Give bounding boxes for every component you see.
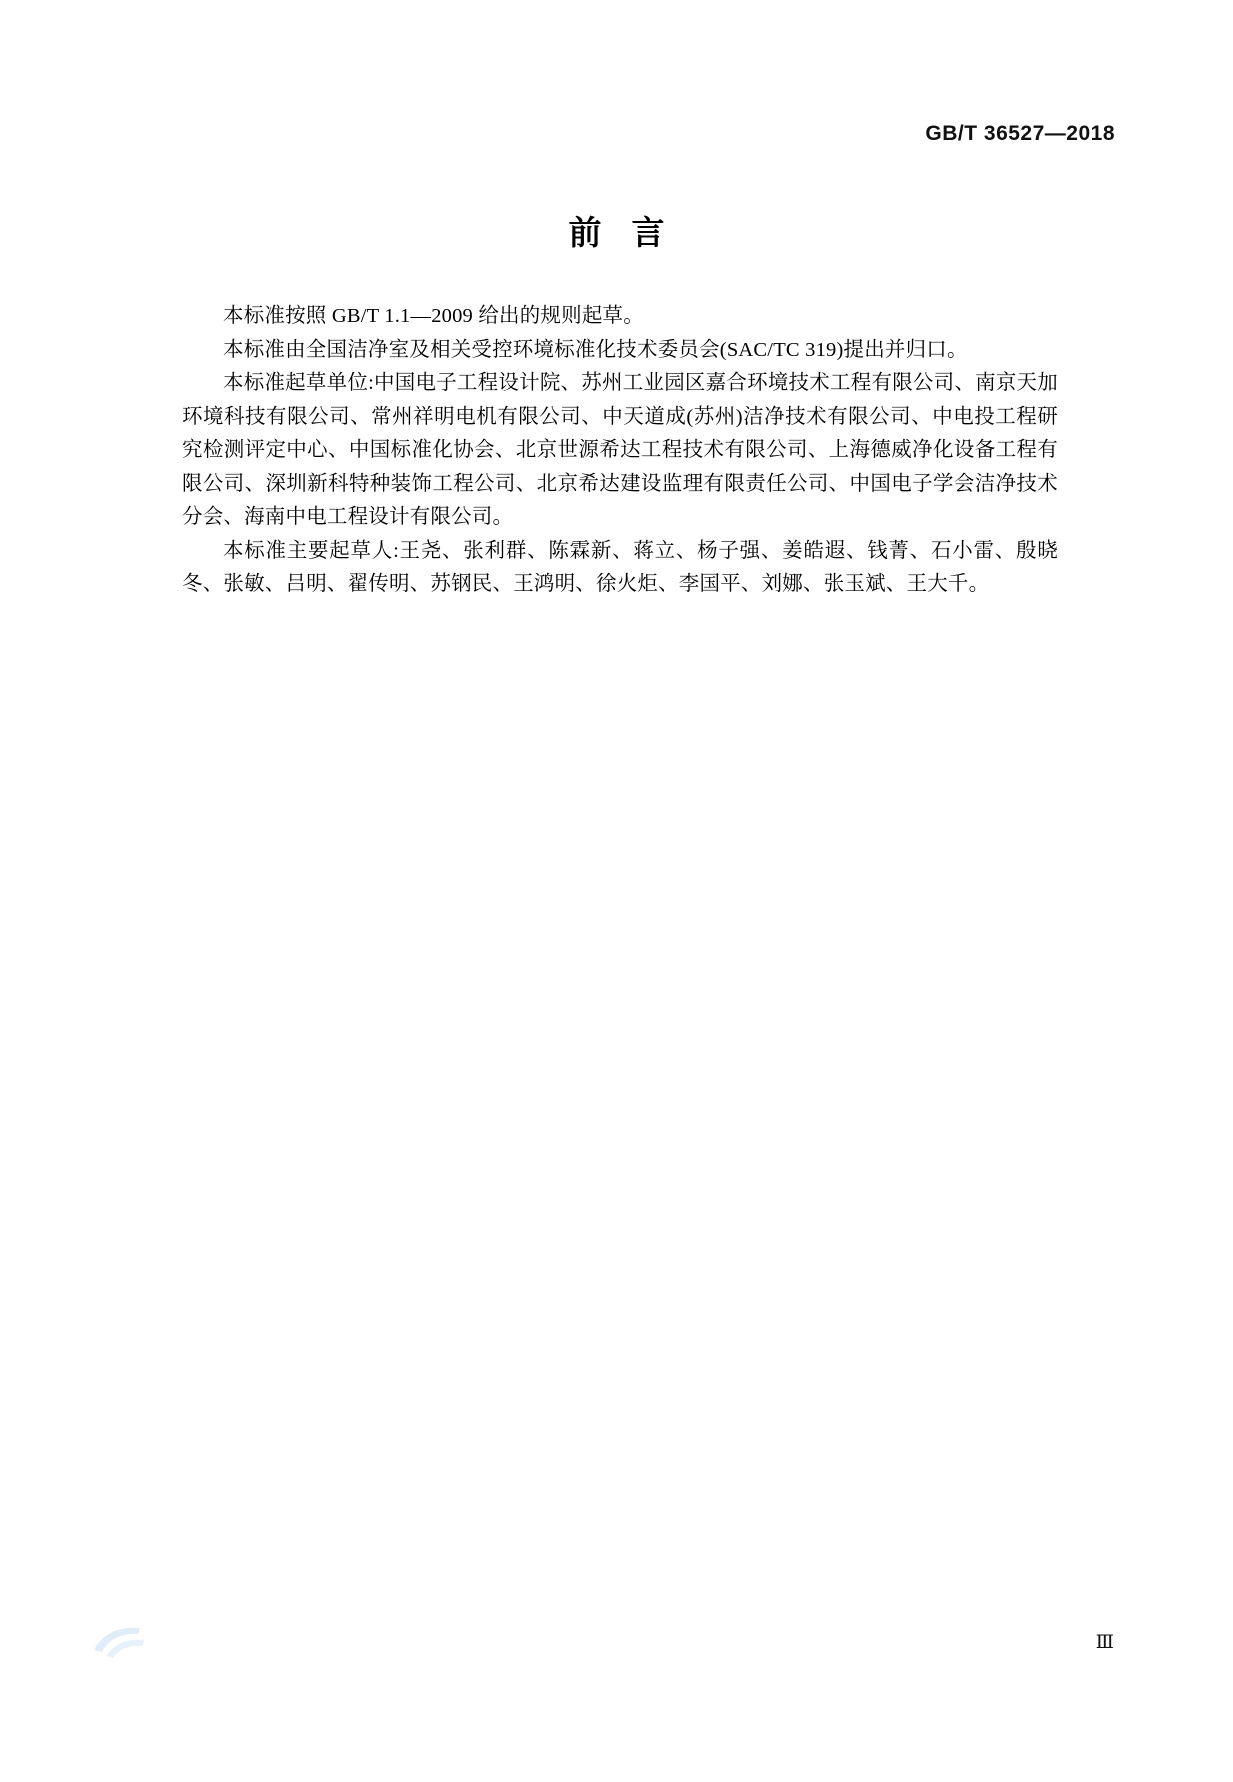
watermark-mark (88, 1616, 158, 1662)
foreword-paragraph: 本标准主要起草人:王尧、张利群、陈霖新、蒋立、杨子强、姜皓遐、钱菁、石小雷、殷晓冬、张敏、吕明、翟传明、苏钢民、王鸿明、徐火炬、李国平、刘娜、张玉斌、王大千。 (182, 539, 1058, 595)
page-title: 前言 (568, 213, 695, 252)
standard-number-header: GB/T 36527—2018 (925, 122, 1115, 145)
foreword-paragraph: 本标准由全国洁净室及相关受控环境标准化技术委员会(SAC/TC 319)提出并归口。 (223, 338, 968, 361)
foreword-body (182, 300, 1058, 602)
page-number-footer: Ⅲ (1095, 1632, 1115, 1653)
foreword-paragraph: 本标准起草单位:中国电子工程设计院、苏州工业园区嘉合环境技术工程有限公司、南京天加环境科技有限公司、常州祥明电机有限公司、中天道成(苏州)洁净技术有限公司、中电投工程研究检测评定中心、中国标准化协会、北京世源希达工程技术有限公司、上海德威净化设备工程有限公司、深圳新科特种装饰工程公司、北京希达建设监理有限责任公司、中国电子学会洁净技术分会、海南中电工程设计有限公司。 (182, 372, 1058, 528)
foreword-paragraph: 本标准按照 GB/T 1.1—2009 给出的规则起草。 (223, 305, 644, 327)
